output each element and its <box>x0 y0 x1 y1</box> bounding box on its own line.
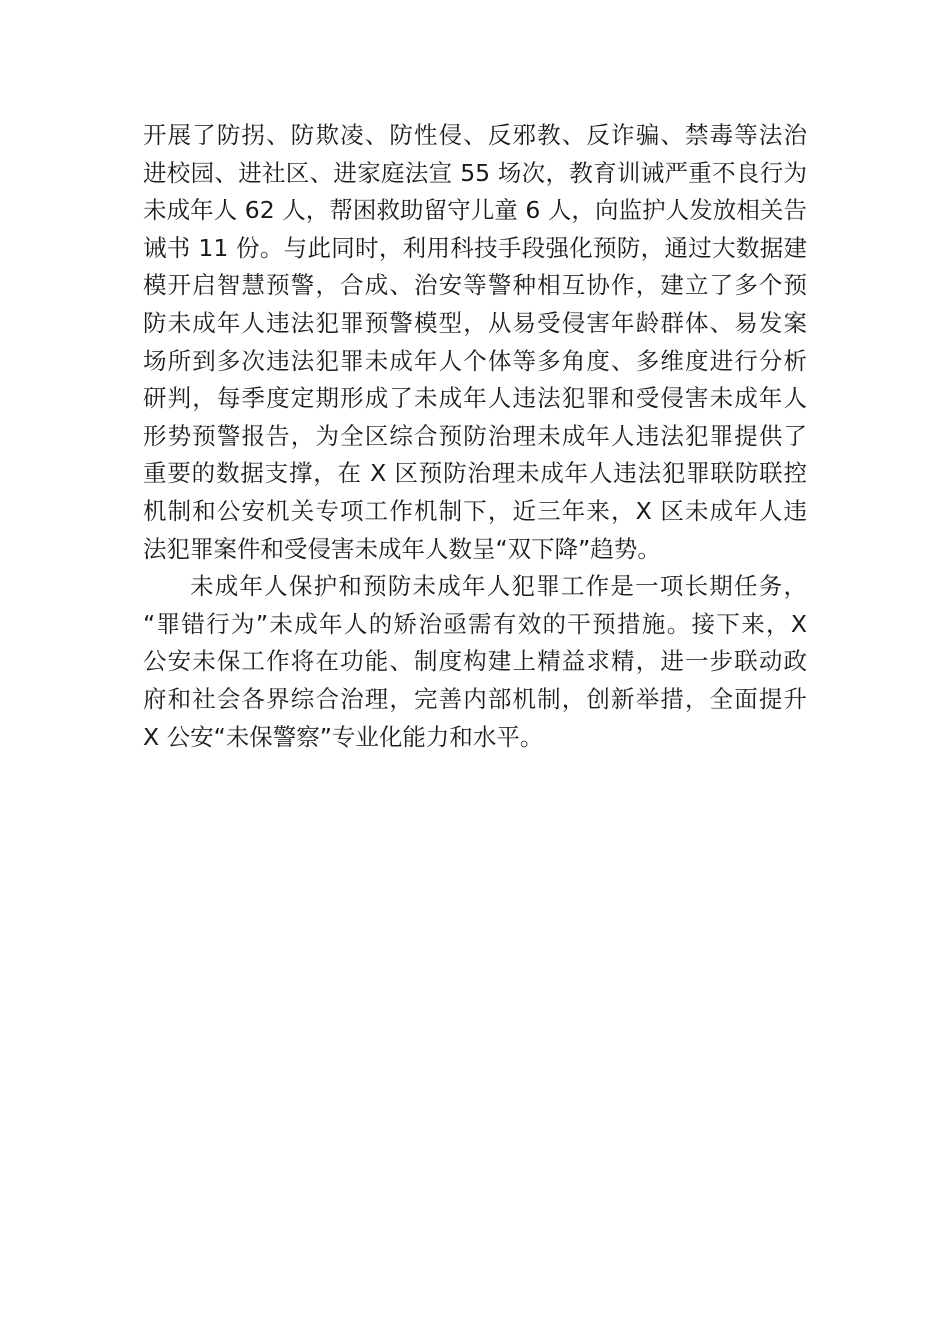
text-line: 诫书 11 份。与此同时，利用科技手段强化预防，通过大数据建 <box>143 233 807 262</box>
text-line: 法犯罪案件和受侵害未成年人数呈“双下降”趋势。 <box>143 534 661 563</box>
text-line: X 公安“未保警察”专业化能力和水平。 <box>143 722 544 751</box>
text-line: 府和社会各界综合治理，完善内部机制，创新举措，全面提升 <box>143 684 807 713</box>
text-line: 开展了防拐、防欺凌、防性侵、反邪教、反诈骗、禁毒等法治 <box>143 121 807 149</box>
text-line: 场所到多次违法犯罪未成年人个体等多角度、多维度进行分析 <box>143 346 807 375</box>
text-line: 防未成年人违法犯罪预警模型，从易受侵害年龄群体、易发案 <box>143 308 807 337</box>
text-line: “罪错行为”未成年人的矫治亟需有效的干预措施。接下来，X <box>143 609 807 638</box>
text-line: 未成年人 62 人，帮困救助留守儿童 6 人，向监护人发放相关告 <box>143 196 807 225</box>
text-line: 进校园、进社区、进家庭法宣 55 场次，教育训诫严重不良行为 <box>143 158 807 187</box>
paragraph-2 <box>143 568 807 756</box>
text-line: 模开启智慧预警，合成、治安等警种相互协作，建立了多个预 <box>143 271 807 300</box>
document-body <box>143 117 807 756</box>
text-line: 形势预警报告，为全区综合预防治理未成年人违法犯罪提供了 <box>143 421 807 450</box>
text-line: 重要的数据支撑，在 X 区预防治理未成年人违法犯罪联防联控 <box>143 459 807 488</box>
text-line: 研判，每季度定期形成了未成年人违法犯罪和受侵害未成年人 <box>143 384 807 413</box>
text-line: 未成年人保护和预防未成年人犯罪工作是一项长期任务， <box>190 572 807 601</box>
text-line: 公安未保工作将在功能、制度构建上精益求精，进一步联动政 <box>143 647 807 676</box>
text-line: 机制和公安机关专项工作机制下，近三年来，X 区未成年人违 <box>143 496 807 525</box>
paragraph-1 <box>143 117 807 568</box>
